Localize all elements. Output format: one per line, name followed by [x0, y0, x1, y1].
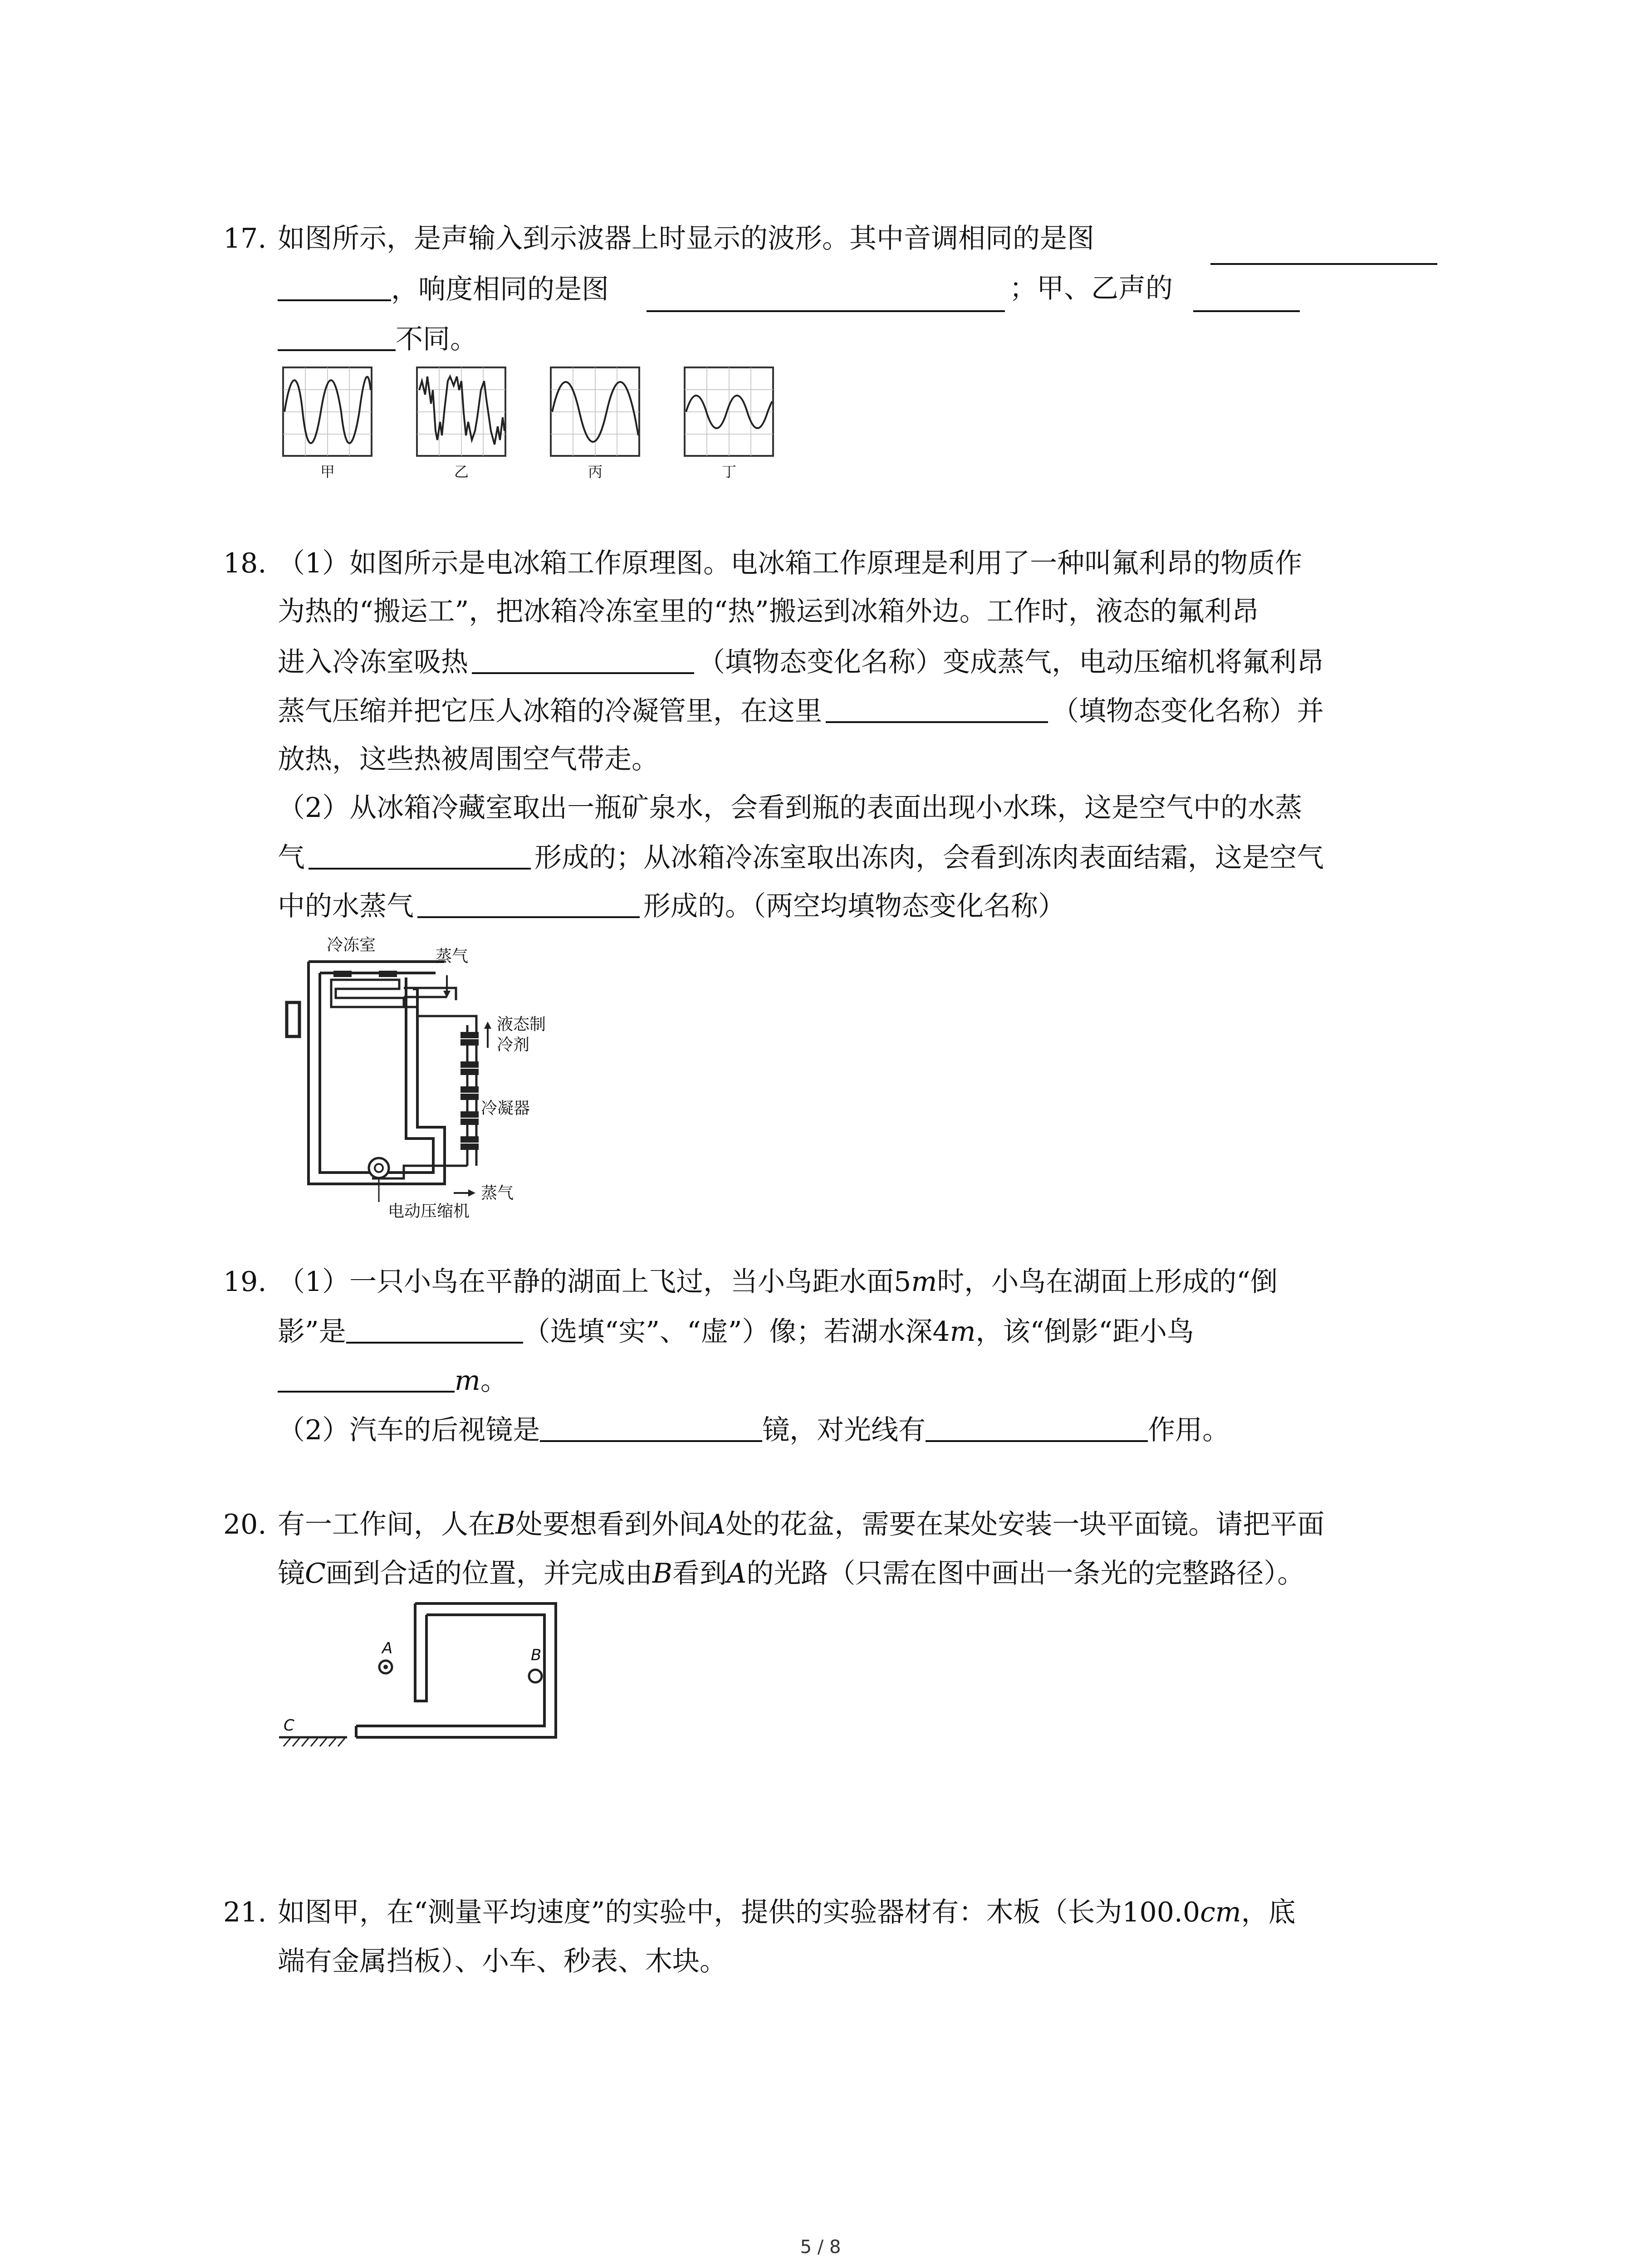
q17-blank-timbre[interactable] [1193, 283, 1300, 312]
q17-line-2b [1009, 272, 1173, 305]
waveform-label-bing: 丙 [588, 463, 603, 480]
q20-text: 处的花盆，需要在某处安装一块平面镜。请把平面 [725, 1509, 1325, 1540]
liquid-label-1: 液态制 [497, 1015, 546, 1034]
q19-number: 19. [223, 1266, 267, 1298]
q20-text: 看到 [672, 1558, 727, 1589]
q20-var: A [727, 1558, 747, 1589]
q18-blank-2[interactable] [826, 694, 1048, 723]
condenser-label: 冷凝器 [481, 1099, 530, 1118]
q19-unit-m: m [950, 1316, 976, 1348]
q17-text: ，响度相同的是图 [391, 274, 609, 305]
refrigerator-diagram [281, 930, 608, 1220]
q18-text: 形成的；从冰箱冷冻室取出冻肉，会看到冻肉表面结霜，这是空气 [534, 842, 1324, 874]
q19-blank-image-type[interactable] [346, 1315, 523, 1344]
compressor-label: 电动压缩机 [388, 1202, 470, 1221]
q20-var: B [495, 1509, 516, 1540]
waveform-jia [283, 367, 372, 456]
q19-line-4 [278, 1413, 1230, 1447]
waveform-ding [685, 367, 773, 456]
door-handle-shape [287, 1002, 299, 1036]
point-b-label: B [531, 1646, 542, 1664]
q19-text: 影”是 [278, 1316, 346, 1348]
q19-blank-effect[interactable] [926, 1413, 1148, 1442]
q17-text: 如图所示，是声输入到示波器上时显示的波形。其中音调相同的是图 [278, 223, 1094, 254]
q20-text: 镜 [278, 1558, 305, 1589]
q19-blank-distance[interactable] [278, 1364, 455, 1393]
q19-line-3 [278, 1364, 508, 1397]
q20-text: 画到合适的位置，并完成由 [325, 1558, 652, 1589]
q18-blank-4[interactable] [417, 889, 640, 918]
q18-line-4 [278, 694, 1324, 728]
waveform-bing [551, 367, 639, 456]
q19-blank-mirror-type[interactable] [540, 1413, 762, 1442]
point-a-label: A [382, 1639, 393, 1657]
q19-text: ，该“倒影“距小鸟 [975, 1316, 1194, 1348]
waveform-label-jia: 甲 [320, 463, 335, 480]
q19-line-1 [278, 1266, 1278, 1298]
q18-line-3 [278, 645, 1324, 679]
q21-line-1 [278, 1896, 1296, 1929]
page-number: 5 / 8 [800, 2237, 841, 2258]
q17-number: 17. [223, 223, 267, 254]
q20-var: B [652, 1558, 673, 1589]
q18-text: 形成的。（两空均填物态变化名称） [643, 890, 1065, 922]
q19-text: 作用。 [1148, 1414, 1230, 1446]
q20-line-1 [278, 1508, 1324, 1541]
q18-text: （填物态变化名称）并 [1052, 695, 1324, 727]
q20-var: A [706, 1509, 726, 1540]
q18-line-8 [278, 889, 1065, 923]
q19-text: （选填“实”、“虚”）像；若湖水深4 [523, 1316, 950, 1348]
q19-text: 镜，对光线有 [762, 1414, 926, 1446]
q17-text: 不同。 [396, 323, 477, 355]
waveform-label-yi: 乙 [454, 463, 469, 480]
vapor-top-label: 蒸气 [436, 947, 469, 966]
q18-number: 18. [223, 547, 267, 579]
q18-line-6: （2）从冰箱冷藏室取出一瓶矿泉水，会看到瓶的表面出现小水珠，这是空气中的水蒸 [278, 792, 1303, 824]
freezer-label: 冷冻室 [327, 936, 376, 954]
q17-blank-timbre-cont[interactable] [278, 322, 396, 351]
q20-number: 20. [223, 1509, 267, 1540]
q21-line-2: 端有金属挡板）、小车、秒表、木块。 [278, 1945, 727, 1977]
q19-text: 。 [480, 1365, 508, 1397]
q17-text: ；甲、乙声的 [1009, 273, 1173, 304]
q18-line-7 [278, 841, 1324, 874]
q20-text: 处要想看到外间 [515, 1509, 706, 1540]
q17-blank-pitch[interactable] [1210, 236, 1437, 265]
q21-text: ，底 [1241, 1897, 1296, 1928]
q20-line-2 [278, 1557, 1304, 1590]
q18-line-2: 为热的“搬运工”，把冰箱冷冻室里的“热”搬运到冰箱外边。工作时，液态的氟利昂 [278, 596, 1259, 627]
q18-text: 进入冷冻室吸热 [278, 646, 468, 678]
liquid-label-2: 冷剂 [497, 1036, 530, 1054]
q17-line-3 [278, 322, 477, 356]
person-b-shape [529, 1670, 542, 1682]
point-c-label: C [284, 1716, 294, 1735]
q17-line-1 [278, 222, 1094, 255]
q17-blank-pitch-cont[interactable] [278, 272, 391, 301]
workroom-diagram [272, 1597, 581, 1760]
waveform-yi [417, 367, 505, 456]
q19-text: （1）一只小鸟在平静的湖面上飞过，当小鸟距水面5 [278, 1266, 911, 1298]
q21-number: 21. [223, 1897, 267, 1928]
q20-text: 有一工作间，人在 [278, 1509, 495, 1540]
q18-text: （填物态变化名称）变成蒸气，电动压缩机将氟利昂 [698, 646, 1324, 678]
q19-text: 时，小鸟在湖面上形成的“倒 [937, 1266, 1278, 1298]
q18-text: 蒸气压缩并把它压人冰箱的冷凝管里，在这里 [278, 695, 822, 727]
q21-text: 如图甲，在“测量平均速度”的实验中，提供的实验器材有：木板（长为100.0 [278, 1897, 1200, 1928]
q21-unit-cm: cm [1200, 1897, 1241, 1928]
q19-unit-m: m [911, 1266, 937, 1298]
q19-line-2 [278, 1315, 1194, 1348]
q20-text: 的光路（只需在图中画出一条光的完整路径）。 [746, 1558, 1305, 1589]
q19-text: （2）汽车的后视镜是 [278, 1414, 540, 1446]
q18-blank-3[interactable] [309, 841, 531, 870]
q18-blank-1[interactable] [472, 645, 694, 674]
q20-var: C [305, 1558, 326, 1589]
waveform-label-ding: 丁 [721, 463, 736, 480]
q17-line-2 [278, 272, 609, 306]
q17-blank-loudness[interactable] [647, 283, 1005, 312]
vapor-bottom-label: 蒸气 [481, 1184, 514, 1202]
q18-text: 气 [278, 842, 305, 874]
q18-text: 中的水蒸气 [278, 890, 414, 922]
q17-waveform-figure [278, 363, 777, 481]
q19-unit-m: m [455, 1365, 480, 1397]
q18-line-5: 放热，这些热被周围空气带走。 [278, 743, 659, 775]
q18-line-1: （1）如图所示是电冰箱工作原理图。电冰箱工作原理是利用了一种叫氟利昂的物质作 [278, 547, 1303, 579]
